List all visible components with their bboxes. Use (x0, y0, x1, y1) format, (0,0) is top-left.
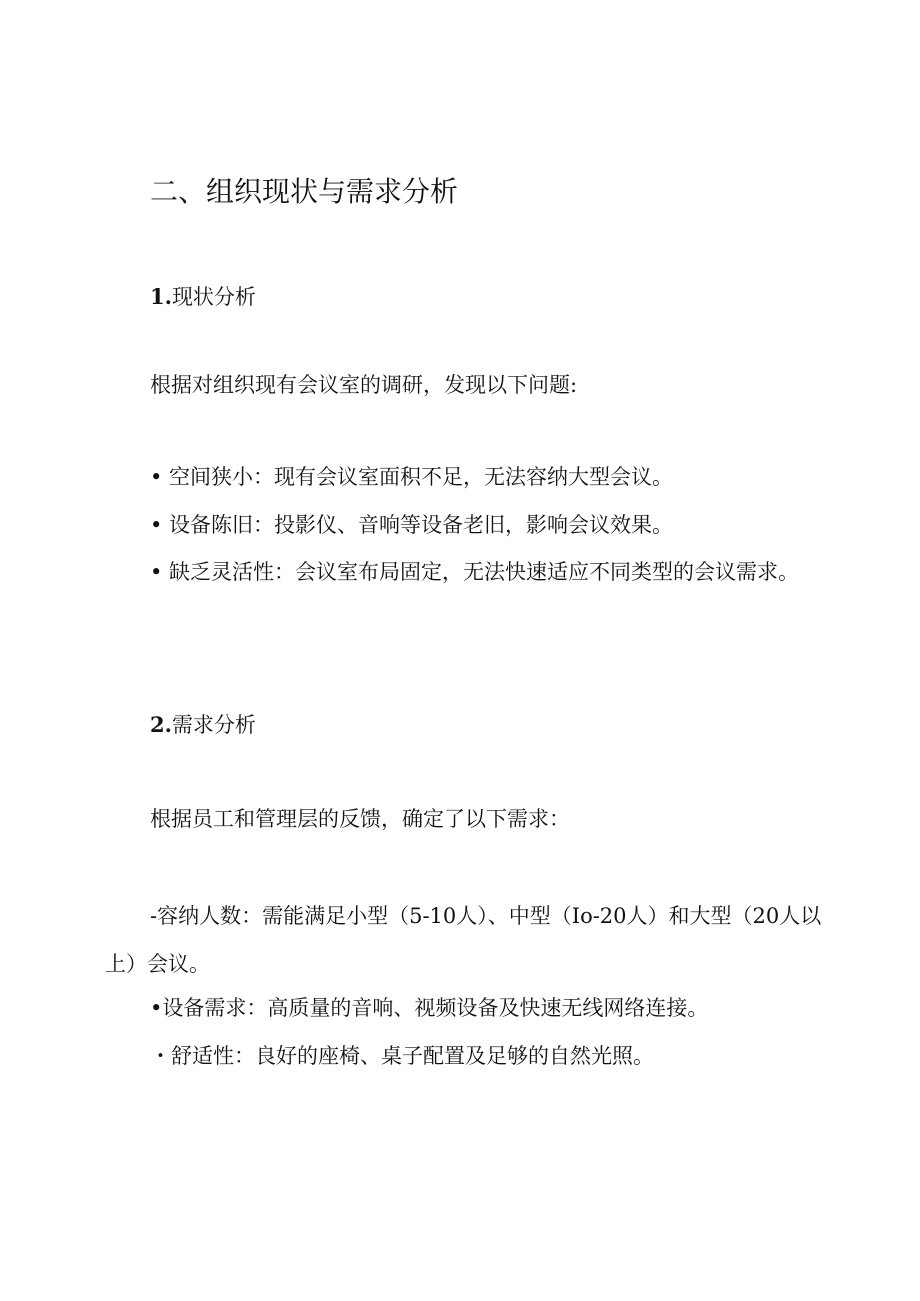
subsection-number: 2. (150, 712, 172, 737)
subsection-number: 1. (150, 284, 172, 309)
list-item: ・舒适性：良好的座椅、桌子配置及足够的自然光照。 (150, 1044, 654, 1068)
list-item: •设备需求：高质量的音响、视频设备及快速无线网络连接。 (150, 996, 709, 1020)
list-item: • 设备陈旧：投影仪、音响等设备老旧，影响会议效果。 (150, 513, 674, 537)
list-item: • 缺乏灵活性：会议室布局固定，无法快速适应不同类型的会议需求。 (150, 560, 800, 584)
list-item: -容纳人数：需能满足小型（5-10人）、中型（Io-20人）和大型（20人以上）会议。 (105, 904, 822, 976)
subsection-title: 需求分析 (171, 713, 256, 737)
list-item: • 空间狭小：现有会议室面积不足，无法容纳大型会议。 (150, 465, 674, 489)
needs-intro: 根据员工和管理层的反馈，确定了以下需求： (150, 807, 570, 831)
current-intro: 根据对组织现有会议室的调研，发现以下问题: (150, 373, 578, 397)
subsection-heading-current (150, 282, 256, 312)
subsection-title: 现状分析 (171, 285, 256, 309)
section-heading: 二、组织现状与需求分析 (150, 175, 459, 208)
subsection-heading-needs (150, 710, 256, 740)
